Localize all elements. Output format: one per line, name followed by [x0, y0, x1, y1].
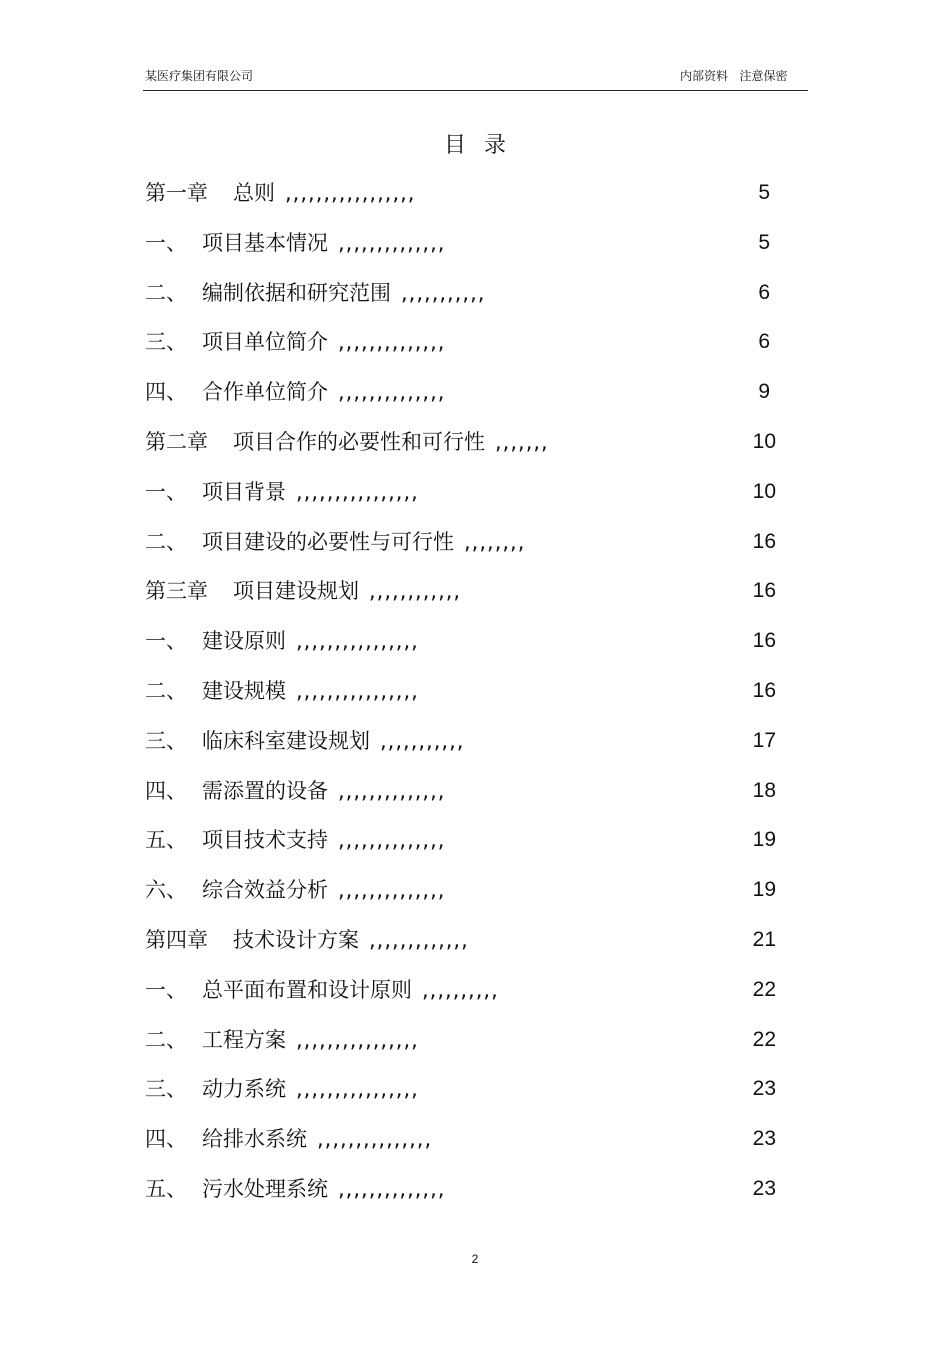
toc-entry[interactable]: [0, 327, 950, 357]
header-divider: [143, 90, 808, 91]
toc-entry[interactable]: [0, 1074, 950, 1104]
toc-entry-title: 工程方案: [202, 1027, 286, 1052]
toc-entry-page: 16: [752, 529, 776, 553]
toc-entry-number: 五、: [145, 1177, 187, 1201]
toc-entry[interactable]: [0, 527, 950, 557]
toc-entry-page: 22: [752, 1027, 776, 1051]
toc-entry-title: 建设原则: [202, 629, 286, 654]
toc-entry-page: 23: [752, 1127, 776, 1151]
toc-entry-title: 需添置的设备: [202, 778, 328, 803]
toc-entry-number: 一、: [145, 977, 187, 1002]
toc-entry-leader: ,,,,,,,,,,,,,,,,: [296, 479, 419, 504]
toc-entry-page: 5: [758, 230, 770, 254]
toc-entry-leader: ,,,,,,,,,,,,,,: [338, 878, 446, 903]
toc-entry-page: 21: [752, 928, 776, 951]
toc-entry-page: 10: [752, 479, 776, 503]
toc-entry-page: 16: [752, 679, 776, 702]
toc-entry[interactable]: [0, 1025, 950, 1055]
toc-title: 目录: [443, 133, 524, 158]
toc-entry[interactable]: [0, 427, 950, 457]
toc-entry[interactable]: [0, 875, 950, 905]
toc-entry-title: 项目建设的必要性与可行性: [202, 529, 454, 554]
toc-entry[interactable]: [0, 377, 950, 407]
toc-entry-title: 污水处理系统: [202, 1177, 328, 1201]
toc-entry-page: 17: [752, 728, 776, 752]
toc-entry[interactable]: [0, 626, 950, 656]
toc-entry-leader: ,,,,,,,,,,,,,,,,: [296, 629, 419, 654]
toc-entry-number: 二、: [145, 1027, 187, 1052]
toc-entry-title: 项目建设规划: [233, 579, 359, 604]
toc-entry-leader: ,,,,,,,,,,: [422, 977, 499, 1002]
toc-entry-number: 二、: [145, 280, 187, 305]
toc-entry-title: 技术设计方案: [233, 928, 359, 952]
toc-entry-leader: ,,,,,,,,,,,,: [369, 579, 462, 604]
toc-entry-page: 16: [752, 579, 776, 603]
toc-entry-leader: ,,,,,,,,,,,,,,: [338, 778, 446, 803]
header-notice: 内部资料 注意保密: [680, 69, 788, 83]
toc-entry-title: 动力系统: [202, 1077, 286, 1102]
toc-entry-leader: ,,,,,,,,: [464, 529, 526, 554]
toc-entry-number: 一、: [145, 629, 187, 654]
toc-entry-leader: ,,,,,,,,,,,,,,,,: [296, 1077, 419, 1102]
toc-entry-leader: ,,,,,,,,,,,,,,: [338, 380, 446, 405]
toc-entry-leader: ,,,,,,,,,,,,,,: [338, 1177, 446, 1201]
toc-entry-number: 四、: [145, 778, 187, 803]
toc-entry-title: 建设规模: [202, 679, 286, 703]
toc-entry-number: 二、: [145, 679, 187, 703]
toc-entry-number: 六、: [145, 878, 187, 903]
toc-entry-leader: ,,,,,,,,,,,,,,,,: [296, 1027, 419, 1052]
toc-entry-title: 临床科室建设规划: [202, 728, 370, 753]
toc-entry[interactable]: [0, 676, 950, 706]
toc-entry[interactable]: [0, 1124, 950, 1154]
toc-entry-number: 一、: [145, 230, 187, 255]
toc-entry[interactable]: [0, 178, 950, 208]
toc-entry-leader: ,,,,,,,,,,,,,,,: [317, 1127, 433, 1152]
toc-entry-title: 项目基本情况: [202, 230, 328, 255]
toc-entry-page: 23: [752, 1177, 776, 1200]
toc-entry-page: 16: [752, 629, 776, 653]
toc-entry[interactable]: [0, 576, 950, 606]
toc-entry-title: 项目技术支持: [202, 828, 328, 853]
toc-entry-leader: ,,,,,,,,,,,,,: [369, 928, 469, 952]
toc-entry-leader: ,,,,,,,,,,,: [380, 728, 465, 753]
toc-entry-page: 22: [752, 977, 776, 1001]
toc-entry-number: 第二章: [145, 430, 208, 454]
toc-entry-page: 19: [752, 878, 776, 902]
toc-entry[interactable]: [0, 825, 950, 855]
toc-entry-leader: ,,,,,,,,,,,: [401, 280, 486, 305]
toc-entry-number: 四、: [145, 380, 187, 405]
header-company: 某医疗集团有限公司: [145, 69, 254, 83]
toc-entry[interactable]: [0, 726, 950, 756]
toc-entry-leader: ,,,,,,,: [495, 430, 549, 454]
toc-entry[interactable]: [0, 975, 950, 1005]
toc-entry-leader: ,,,,,,,,,,,,,,: [338, 330, 446, 355]
toc-entry-page: 9: [758, 380, 770, 404]
toc-entry-number: 一、: [145, 479, 187, 504]
toc-entry-title: 总则: [233, 181, 275, 205]
toc-entry-title: 给排水系统: [202, 1127, 307, 1152]
toc-entry-title: 编制依据和研究范围: [202, 280, 391, 305]
toc-entry[interactable]: [0, 1174, 950, 1204]
toc-entry[interactable]: [0, 477, 950, 507]
toc-entry-number: 第一章: [145, 181, 208, 205]
toc-entry-title: 项目合作的必要性和可行性: [233, 430, 485, 454]
toc-entry[interactable]: [0, 228, 950, 258]
toc-entry-title: 项目单位简介: [202, 330, 328, 355]
toc-entry-page: 18: [752, 778, 776, 802]
toc-entry-number: 三、: [145, 330, 187, 355]
toc-entry-page: 6: [758, 330, 770, 354]
toc-entry[interactable]: [0, 776, 950, 806]
toc-entry-page: 19: [752, 828, 776, 852]
toc-entry-title: 合作单位简介: [202, 380, 328, 405]
toc-entry-number: 第四章: [145, 928, 208, 952]
toc-entry-leader: ,,,,,,,,,,,,,,,,: [296, 679, 419, 703]
toc-entry[interactable]: [0, 278, 950, 308]
toc-entry-title: 总平面布置和设计原则: [202, 977, 412, 1002]
toc-entry-number: 二、: [145, 529, 187, 554]
toc-entry[interactable]: [0, 925, 950, 955]
toc-entry-number: 三、: [145, 1077, 187, 1102]
toc-entry-page: 23: [752, 1077, 776, 1101]
toc-entry-number: 三、: [145, 728, 187, 753]
toc-entry-title: 项目背景: [202, 479, 286, 504]
toc-entry-number: 五、: [145, 828, 187, 853]
toc-entry-page: 5: [758, 181, 770, 204]
toc-entry-number: 第三章: [145, 579, 208, 604]
toc-entry-title: 综合效益分析: [202, 878, 328, 903]
toc-entry-number: 四、: [145, 1127, 187, 1152]
page-number: 2: [471, 1252, 479, 1266]
toc-entry-page: 6: [758, 280, 770, 304]
toc-entry-leader: ,,,,,,,,,,,,,,: [338, 230, 446, 255]
toc-entry-leader: ,,,,,,,,,,,,,,: [338, 828, 446, 853]
toc-entry-leader: ,,,,,,,,,,,,,,,,,: [285, 181, 416, 205]
toc-entry-page: 10: [752, 430, 776, 453]
